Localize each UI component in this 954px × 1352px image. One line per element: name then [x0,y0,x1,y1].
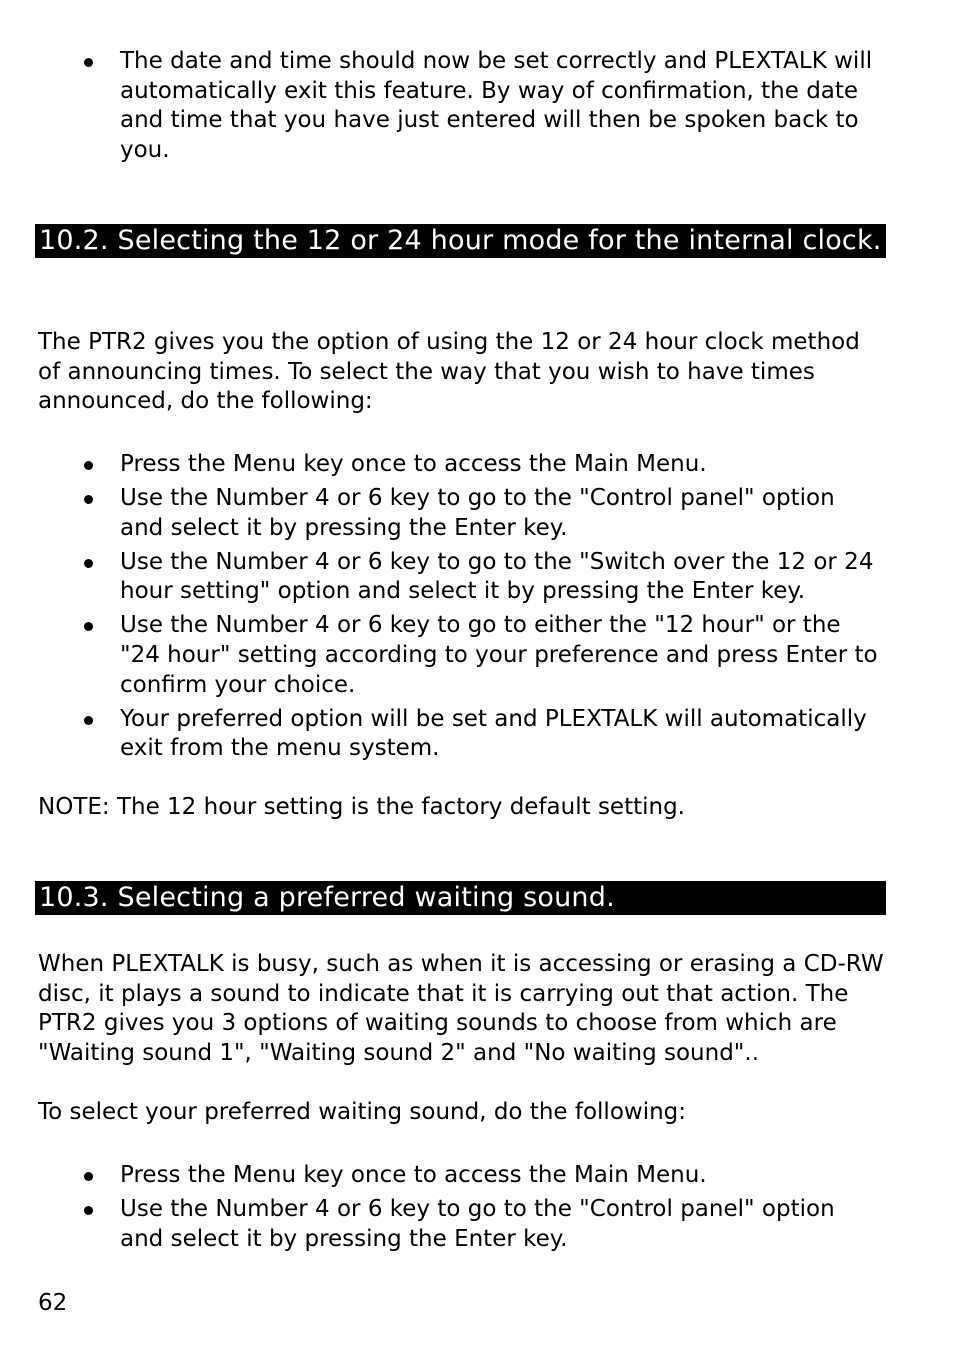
section-10-3-lead-in: To select your preferred waiting sound, do the following: [38,1099,687,1125]
bullet-icon [84,58,93,67]
intro-bullet-list [0,47,954,170]
list-item-text: Use the Number 4 or 6 key to go to the "Control panel" option and select it by pressing the Enter key. [120,1196,835,1252]
list-item [0,484,880,543]
list-item [0,1161,880,1191]
list-item-text: Your preferred option will be set and PLEXTALK will automatically exit from the menu system. [120,705,867,762]
bullet-icon [84,1172,93,1181]
list-item [0,705,880,764]
section-10-2-steps [0,450,954,768]
list-item [0,548,880,607]
list-item-text: Use the Number 4 or 6 key to go to the "Switch over the 12 or 24 hour setting" option and select it by pressing the Enter key. [120,548,874,605]
section-10-3-steps [0,1161,954,1259]
section-10-3-intro: When PLEXTALK is busy, such as when it is accessing or erasing a CD-RW disc, it plays a sound to indicate that it is carrying out that action. The PTR2 gives you 3 options of waiting sounds to choose from which are "Waiting sound 1", "Waiting sound 2" and "No waiting sound".. [38,951,884,1066]
list-item [0,1195,880,1254]
list-item [0,47,880,165]
bullet-icon [84,1206,93,1215]
bullet-icon [84,559,93,568]
list-item [0,611,880,700]
bullet-icon [84,622,93,631]
bullet-icon [84,461,93,470]
list-item [0,450,880,480]
list-item-text: Press the Menu key once to access the Main Menu. [120,451,707,477]
section-heading-10-3: 10.3. Selecting a preferred waiting sound. [35,881,886,915]
bullet-icon [84,495,93,504]
section-10-2-intro: The PTR2 gives you the option of using the 12 or 24 hour clock method of announcing times. To select the way that you wish to have times announced, do the following: [38,329,860,415]
list-item-text: Press the Menu key once to access the Main Menu. [120,1162,707,1188]
section-heading-10-2: 10.2. Selecting the 12 or 24 hour mode for the internal clock. [35,224,886,258]
list-item-text: Use the Number 4 or 6 key to go to the "Control panel" option and select it by pressing the Enter key. [120,485,835,541]
list-item-text: The date and time should now be set correctly and PLEXTALK will automatically exit this feature. By way of confirmation, the date and time that you have just entered will then be spoken back to you. [120,48,873,163]
section-10-2-note: NOTE: The 12 hour setting is the factory default setting. [38,794,685,820]
page-number: 62 [38,1290,68,1316]
list-item-text: Use the Number 4 or 6 key to go to either the "12 hour" or the "24 hour" setting according to your preference and press Enter to confirm your choice. [120,612,878,698]
bullet-icon [84,716,93,725]
